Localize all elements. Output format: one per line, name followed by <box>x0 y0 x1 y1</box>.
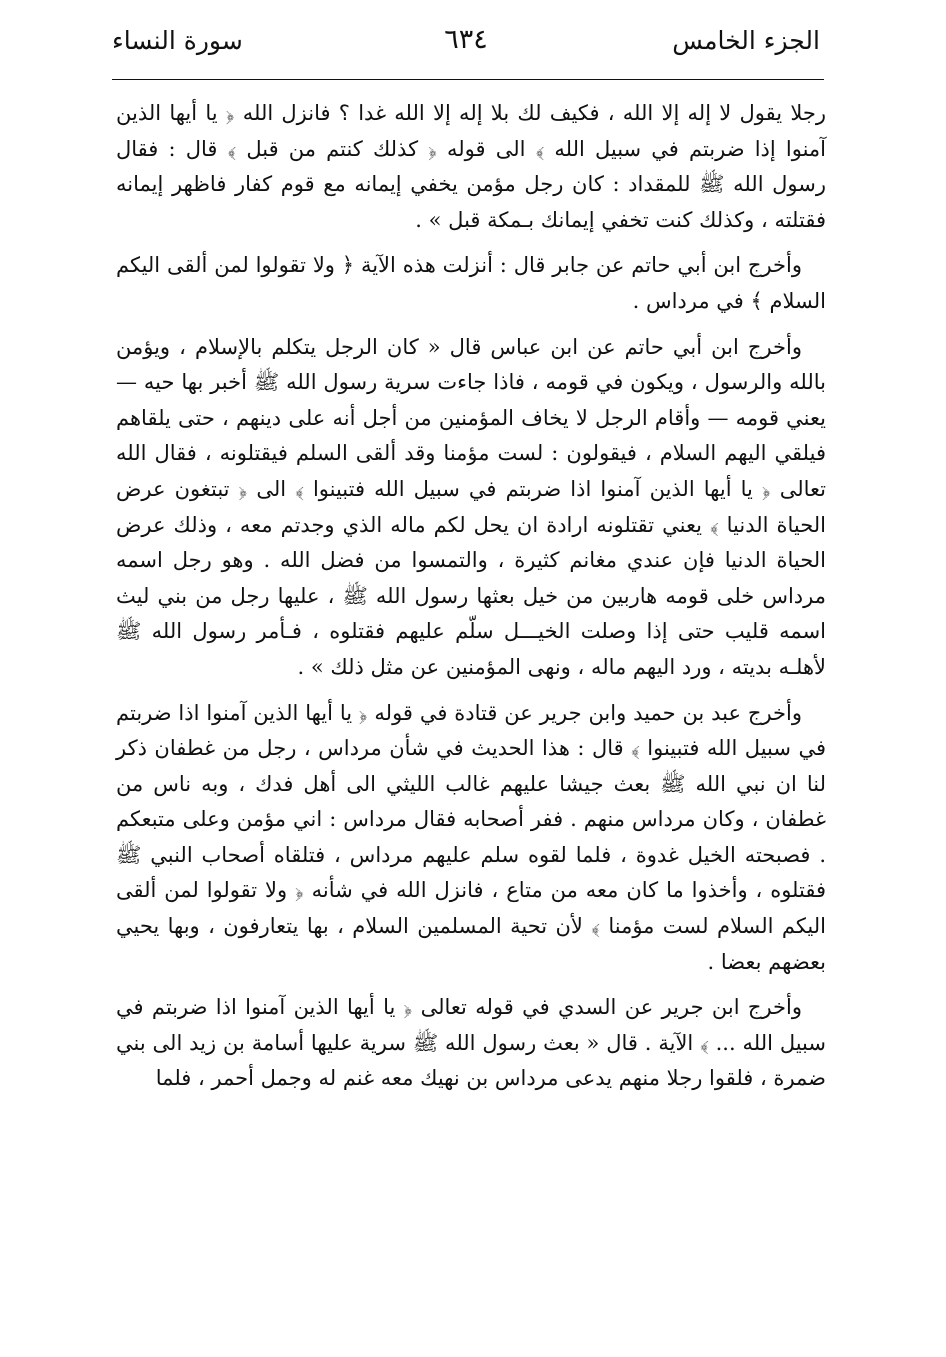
part-title: الجزء الخامس <box>672 26 820 55</box>
page-body <box>116 96 826 1107</box>
page-header <box>112 14 820 64</box>
paragraph-3: وأخرج ابن أبي حاتم عن ابن عباس قال « كان الرجل يتكلم بالإسلام ، ويؤمن بالله والرسول ، ويكون في قومه ، فاذا جاءت سرية رسول الله ﷺ أخبر بها حيه — يعني قومه — وأقام الرجل لا يخاف المؤمنين من أجل أنه على دينهم ، حتى يلقاهم فيلقي اليهم السلام ، فيقولون : لست مؤمنا وقد ألقى السلم فيقتلونه ، فقال الله تعالى ﴿ يا أيها الذين آمنوا اذا ضربتم في سبيل الله فتبينوا ﴾ الى ﴿ تبتغون عرض الحياة الدنيا ﴾ يعني تقتلونه ارادة ان يحل لكم ماله الذي وجدتم معه ، وذلك عرض الحياة الدنيا فإن عندي مغانم كثيرة ، والتمسوا من فضل الله . وهو رجل اسمه مرداس خلى قومه هاربين من خيل بعثها رسول الله ﷺ ، عليها رجل من بني ليث اسمه قليب حتى إذا وصلت الخيـــل سلّم عليهم فقتلوه ، فـأمر رسول الله ﷺ لأهلـه بديته ، ورد اليهم ماله ، ونهى المؤمنين عن مثل ذلك » . <box>116 334 826 679</box>
surah-title: سورة النساء <box>112 26 243 55</box>
paragraph-5: وأخرج ابن جرير عن السدي في قوله تعالى ﴿ يا أيها الذين آمنوا اذا ضربتم في سبيل الله ... ﴾ الآية . قال « بعث رسول الله ﷺ سرية عليها أسامة بن زيد الى بني ضمرة ، فلقوا رجلا منهم يدعى مرداس بن نهيك معه غنم له وجمل أحمر ، فلما <box>116 995 826 1091</box>
header-divider <box>112 79 824 80</box>
page-number: ٦٣٤ <box>444 24 488 55</box>
paragraph-1: رجلا يقول لا إله إلا الله ، فكيف لك بلا إله إلا الله غدا ؟ فانزل الله ﴿ يا أيها الذين آمنوا إذا ضربتم في سبيل الله ﴾ الى قوله ﴿ كذلك كنتم من قبل ﴾ قال : فقال رسول الله ﷺ للمقداد : كان رجل مؤمن يخفي إيمانه مع قوم كفار فاظهر إيمانه فقتلته ، وكذلك كنت تخفي إيمانك بـمكة قبل » . <box>116 101 826 232</box>
paragraph-4: وأخرج عبد بن حميد وابن جرير عن قتادة في قوله ﴿ يا أيها الذين آمنوا اذا ضربتم في سبيل الله فتبينوا ﴾ قال : هذا الحديث في شأن مرداس ، رجل من غطفان ذكر لنا ان نبي الله ﷺ بعث جيشا عليهم غالب الليثي الى أهل فدك ، وبه ناس من غطفان ، وكان مرداس منهم . ففر أصحابه فقال مرداس : اني مؤمن وعلى متبعكم . فصبحته الخيل غدوة ، فلما لقوه سلم عليهم مرداس ، فتلقاه أصحاب النبي ﷺ فقتلوه ، وأخذوا ما كان معه من متاع ، فانزل الله في شأنه ﴿ ولا تقولوا لمن ألقى اليكم السلام لست مؤمنا ﴾ لأن تحية المسلمين السلام ، بها يتعارفون ، وبها يحيي بعضهم بعضا . <box>116 700 826 974</box>
paragraph-2: وأخرج ابن أبي حاتم عن جابر قال : أنزلت هذه الآية ﴿ ولا تقولوا لمن ألقى اليكم السلام ﴾ في مرداس . <box>116 253 826 313</box>
